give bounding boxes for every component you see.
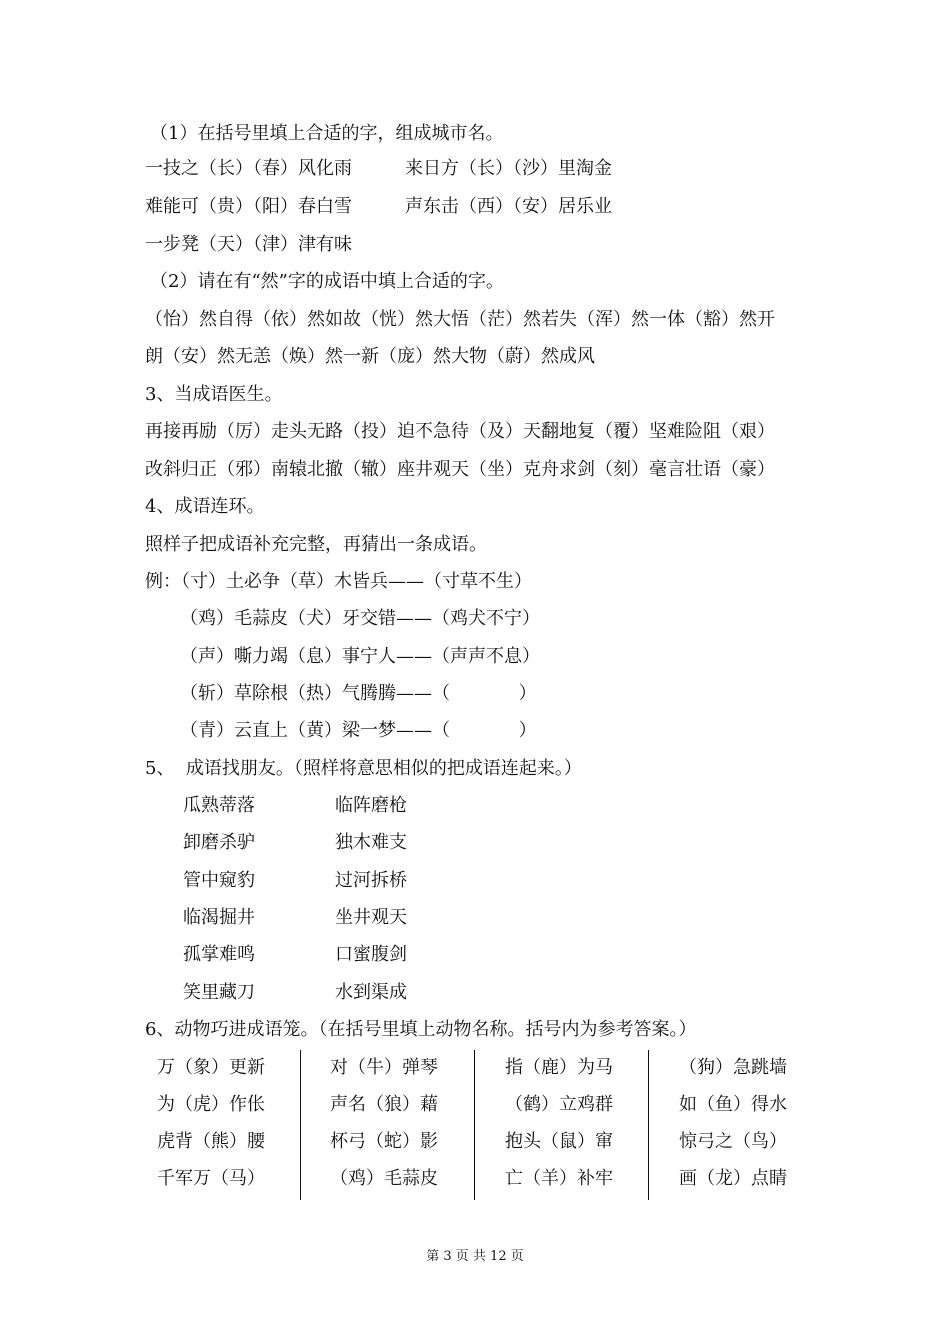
- idiom-chain-item-4: （青）云直上（黄）梁一梦——（ ）: [180, 720, 537, 741]
- section-2-heading: （2）请在有“然”字的成语中填上合适的字。: [150, 271, 504, 292]
- animal-idiom-cell: 惊弓之（鸟）: [679, 1131, 787, 1152]
- friend-idiom-right-2: 独木难支: [335, 832, 407, 853]
- idiom-chain-item-1: （鸡）毛蒜皮（犬）牙交错——（鸡犬不宁）: [180, 608, 540, 629]
- idiom-chain-item-3: （斩）草除根（热）气腾腾——（ ）: [180, 683, 537, 704]
- city-idiom-1: 一技之（长）（春）风化雨: [145, 158, 352, 179]
- friend-idiom-left-2: 卸磨杀驴: [183, 832, 255, 853]
- animal-idiom-cell: 如（鱼）得水: [679, 1094, 787, 1115]
- animal-idiom-cell: 对（牛）弹琴: [330, 1057, 438, 1078]
- ran-idioms-line-1: （怡）然自得（依）然如故（恍）然大悟（茫）然若失（浑）然一体（豁）然开: [145, 309, 775, 330]
- animal-idiom-cell: 千军万（马）: [157, 1168, 265, 1189]
- section-4-instruction: 照样子把成语补充完整，再猜出一条成语。: [145, 534, 487, 555]
- animal-idiom-cell: 画（龙）点睛: [679, 1168, 787, 1189]
- friend-idiom-left-4: 临渴掘井: [183, 907, 255, 928]
- idiom-chain-item-2: （声）嘶力竭（息）事宁人——（声声不息）: [180, 646, 540, 667]
- friend-idiom-right-3: 过河拆桥: [335, 870, 407, 891]
- city-idiom-5: 一步凳（天）（津）津有味: [145, 234, 352, 255]
- section-1-heading: （1）在括号里填上合适的字，组成城市名。: [150, 123, 504, 144]
- section-5-heading: 5、 成语找朋友。（照样将意思相似的把成语连起来。）: [145, 758, 582, 779]
- friend-idiom-left-5: 孤掌难鸣: [183, 944, 255, 965]
- animal-idiom-cell: 指（鹿）为马: [505, 1057, 613, 1078]
- page-number-footer: 第 3 页 共 12 页: [426, 1249, 524, 1264]
- animal-idiom-cell: 虎背（熊）腰: [157, 1131, 265, 1152]
- column-divider: [648, 1050, 649, 1200]
- animal-idiom-column-2: [318, 1050, 488, 1200]
- animal-idiom-cell: 亡（羊）补牢: [505, 1168, 613, 1189]
- column-divider: [474, 1050, 475, 1200]
- animal-idiom-cell: 杯弓（蛇）影: [330, 1131, 438, 1152]
- city-idiom-3: 难能可（贵）（阳）春白雪: [145, 196, 352, 217]
- friend-idiom-left-3: 管中窥豹: [183, 870, 255, 891]
- animal-idiom-cell: （鹤）立鸡群: [505, 1094, 613, 1115]
- animal-idiom-cell: 万（象）更新: [157, 1057, 265, 1078]
- animal-idiom-cell: 为（虎）作伥: [157, 1094, 265, 1115]
- section-6-heading: 6、动物巧进成语笼。（在括号里填上动物名称。括号内为参考答案。）: [145, 1019, 697, 1040]
- idiom-chain-example: 例：（寸）土必争（草）木皆兵——（寸草不生）: [145, 571, 532, 592]
- friend-idiom-left-1: 瓜熟蒂落: [183, 795, 255, 816]
- animal-idiom-column-1: [145, 1050, 315, 1200]
- friend-idiom-left-6: 笑里藏刀: [183, 982, 255, 1003]
- idiom-doctor-line-2: 改斜归正（邪）南辕北撤（辙）座井观天（坐）克舟求剑（刻）毫言壮语（豪）: [145, 459, 775, 480]
- city-idiom-4: 声东击（西）（安）居乐业: [405, 196, 612, 217]
- friend-idiom-right-1: 临阵磨枪: [335, 795, 407, 816]
- animal-idiom-cell: 声名（狼）藉: [330, 1094, 438, 1115]
- section-3-heading: 3、当成语医生。: [145, 384, 283, 405]
- ran-idioms-line-2: 朗（安）然无恙（焕）然一新（庞）然大物（蔚）然成风: [145, 346, 595, 367]
- friend-idiom-right-5: 口蜜腹剑: [335, 944, 407, 965]
- animal-idiom-cell: （鸡）毛蒜皮: [330, 1168, 438, 1189]
- column-divider: [300, 1050, 301, 1200]
- section-4-heading: 4、成语连环。: [145, 496, 265, 517]
- animal-idiom-column-4: [667, 1050, 837, 1200]
- city-idiom-2: 来日方（长）（沙）里淘金: [405, 158, 612, 179]
- idiom-doctor-line-1: 再接再励（厉）走头无路（投）迫不急待（及）天翻地复（覆）坚难险阻（艰）: [145, 421, 775, 442]
- friend-idiom-right-6: 水到渠成: [335, 982, 407, 1003]
- animal-idiom-column-3: [493, 1050, 663, 1200]
- animal-idiom-grid: [145, 1050, 825, 1200]
- animal-idiom-cell: （狗）急跳墙: [679, 1057, 787, 1078]
- animal-idiom-cell: 抱头（鼠）窜: [505, 1131, 613, 1152]
- friend-idiom-right-4: 坐井观天: [335, 907, 407, 928]
